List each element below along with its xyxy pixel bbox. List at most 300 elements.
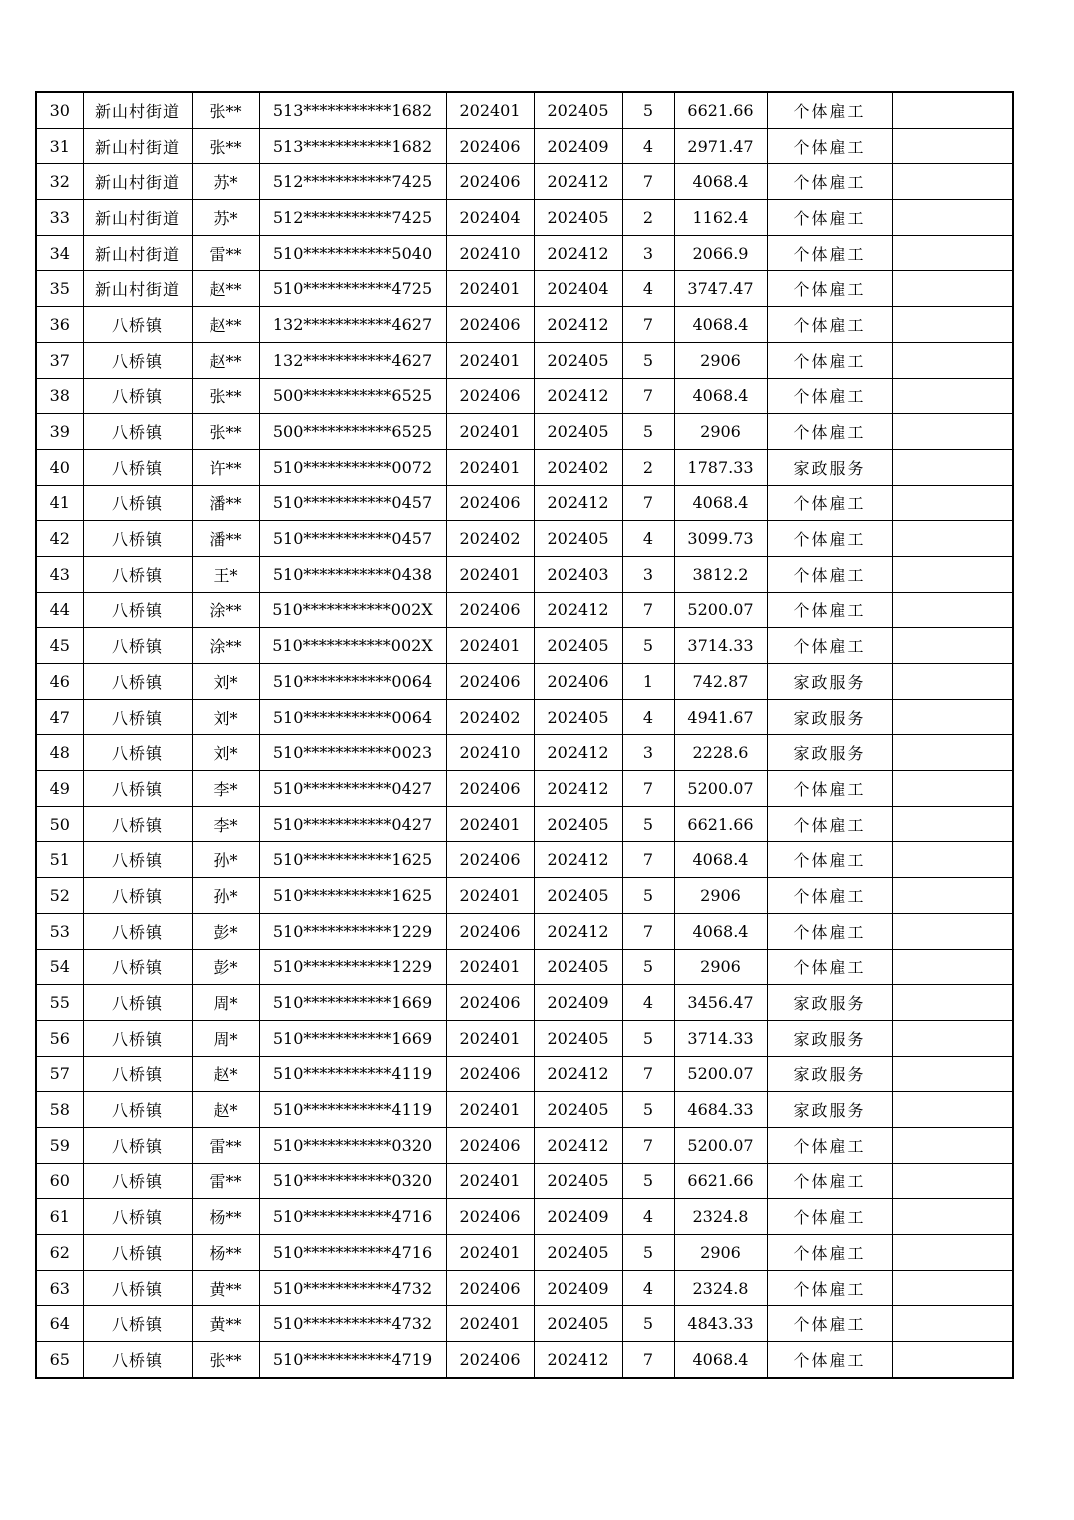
id-number-cell: 510***********0320 xyxy=(259,1163,446,1199)
id-number-cell: 510***********0427 xyxy=(259,806,446,842)
street-cell: 新山村街道 xyxy=(83,271,192,307)
table-row xyxy=(36,1306,1013,1342)
name-cell: 孙* xyxy=(192,878,259,914)
table-row xyxy=(36,1199,1013,1235)
start-month-cell: 202406 xyxy=(446,842,534,878)
job-type-cell: 个体雇工 xyxy=(767,1127,892,1163)
street-cell: 八桥镇 xyxy=(83,1092,192,1128)
name-cell: 苏* xyxy=(192,164,259,200)
remark-cell xyxy=(892,771,1013,807)
months-cell: 5 xyxy=(622,1092,674,1128)
row-number-cell: 58 xyxy=(36,1092,83,1128)
table-row xyxy=(36,414,1013,450)
remark-cell xyxy=(892,806,1013,842)
street-cell: 八桥镇 xyxy=(83,1199,192,1235)
end-month-cell: 202405 xyxy=(534,1163,622,1199)
name-cell: 张** xyxy=(192,128,259,164)
name-cell: 杨** xyxy=(192,1235,259,1271)
row-number-cell: 32 xyxy=(36,164,83,200)
amount-cell: 4068.4 xyxy=(674,842,767,878)
months-cell: 5 xyxy=(622,414,674,450)
amount-cell: 2066.9 xyxy=(674,235,767,271)
id-number-cell: 510***********4119 xyxy=(259,1092,446,1128)
end-month-cell: 202402 xyxy=(534,449,622,485)
end-month-cell: 202412 xyxy=(534,592,622,628)
end-month-cell: 202412 xyxy=(534,842,622,878)
end-month-cell: 202412 xyxy=(534,913,622,949)
remark-cell xyxy=(892,1342,1013,1378)
amount-cell: 4068.4 xyxy=(674,307,767,343)
start-month-cell: 202401 xyxy=(446,806,534,842)
months-cell: 7 xyxy=(622,592,674,628)
name-cell: 赵* xyxy=(192,1092,259,1128)
job-type-cell: 个体雇工 xyxy=(767,164,892,200)
months-cell: 5 xyxy=(622,1020,674,1056)
job-type-cell: 家政服务 xyxy=(767,449,892,485)
job-type-cell: 个体雇工 xyxy=(767,1306,892,1342)
table-row xyxy=(36,628,1013,664)
id-number-cell: 132***********4627 xyxy=(259,342,446,378)
job-type-cell: 个体雇工 xyxy=(767,128,892,164)
months-cell: 7 xyxy=(622,307,674,343)
months-cell: 4 xyxy=(622,128,674,164)
street-cell: 八桥镇 xyxy=(83,664,192,700)
subsidy-table xyxy=(35,91,1014,1379)
name-cell: 涂** xyxy=(192,592,259,628)
table-row xyxy=(36,1235,1013,1271)
id-number-cell: 510***********4716 xyxy=(259,1235,446,1271)
amount-cell: 4941.67 xyxy=(674,699,767,735)
remark-cell xyxy=(892,985,1013,1021)
start-month-cell: 202404 xyxy=(446,200,534,236)
months-cell: 2 xyxy=(622,200,674,236)
remark-cell xyxy=(892,378,1013,414)
name-cell: 张** xyxy=(192,414,259,450)
start-month-cell: 202406 xyxy=(446,913,534,949)
row-number-cell: 46 xyxy=(36,664,83,700)
amount-cell: 1162.4 xyxy=(674,200,767,236)
name-cell: 彭* xyxy=(192,949,259,985)
end-month-cell: 202409 xyxy=(534,1270,622,1306)
remark-cell xyxy=(892,164,1013,200)
job-type-cell: 个体雇工 xyxy=(767,1270,892,1306)
end-month-cell: 202409 xyxy=(534,1199,622,1235)
job-type-cell: 个体雇工 xyxy=(767,592,892,628)
name-cell: 张** xyxy=(192,92,259,128)
id-number-cell: 510***********4732 xyxy=(259,1306,446,1342)
street-cell: 八桥镇 xyxy=(83,414,192,450)
street-cell: 八桥镇 xyxy=(83,1020,192,1056)
start-month-cell: 202406 xyxy=(446,1127,534,1163)
job-type-cell: 家政服务 xyxy=(767,1092,892,1128)
start-month-cell: 202401 xyxy=(446,92,534,128)
name-cell: 李* xyxy=(192,771,259,807)
id-number-cell: 500***********6525 xyxy=(259,378,446,414)
end-month-cell: 202405 xyxy=(534,628,622,664)
table-row xyxy=(36,699,1013,735)
remark-cell xyxy=(892,949,1013,985)
start-month-cell: 202406 xyxy=(446,1199,534,1235)
id-number-cell: 510***********0320 xyxy=(259,1127,446,1163)
end-month-cell: 202405 xyxy=(534,200,622,236)
start-month-cell: 202410 xyxy=(446,735,534,771)
name-cell: 王* xyxy=(192,556,259,592)
end-month-cell: 202412 xyxy=(534,1056,622,1092)
amount-cell: 742.87 xyxy=(674,664,767,700)
row-number-cell: 53 xyxy=(36,913,83,949)
months-cell: 5 xyxy=(622,878,674,914)
months-cell: 7 xyxy=(622,1056,674,1092)
end-month-cell: 202405 xyxy=(534,414,622,450)
id-number-cell: 500***********6525 xyxy=(259,414,446,450)
row-number-cell: 63 xyxy=(36,1270,83,1306)
amount-cell: 6621.66 xyxy=(674,1163,767,1199)
remark-cell xyxy=(892,842,1013,878)
job-type-cell: 个体雇工 xyxy=(767,556,892,592)
months-cell: 5 xyxy=(622,949,674,985)
id-number-cell: 510***********1669 xyxy=(259,1020,446,1056)
table-row xyxy=(36,235,1013,271)
end-month-cell: 202405 xyxy=(534,1092,622,1128)
job-type-cell: 个体雇工 xyxy=(767,842,892,878)
amount-cell: 5200.07 xyxy=(674,592,767,628)
street-cell: 新山村街道 xyxy=(83,128,192,164)
months-cell: 4 xyxy=(622,1270,674,1306)
start-month-cell: 202402 xyxy=(446,699,534,735)
id-number-cell: 510***********1625 xyxy=(259,878,446,914)
job-type-cell: 个体雇工 xyxy=(767,806,892,842)
remark-cell xyxy=(892,307,1013,343)
row-number-cell: 36 xyxy=(36,307,83,343)
street-cell: 八桥镇 xyxy=(83,1056,192,1092)
end-month-cell: 202412 xyxy=(534,164,622,200)
months-cell: 7 xyxy=(622,378,674,414)
name-cell: 张** xyxy=(192,1342,259,1378)
row-number-cell: 45 xyxy=(36,628,83,664)
table-row xyxy=(36,449,1013,485)
end-month-cell: 202405 xyxy=(534,806,622,842)
start-month-cell: 202401 xyxy=(446,1306,534,1342)
months-cell: 3 xyxy=(622,556,674,592)
end-month-cell: 202404 xyxy=(534,271,622,307)
months-cell: 5 xyxy=(622,92,674,128)
end-month-cell: 202412 xyxy=(534,307,622,343)
end-month-cell: 202405 xyxy=(534,1235,622,1271)
amount-cell: 3714.33 xyxy=(674,628,767,664)
row-number-cell: 37 xyxy=(36,342,83,378)
row-number-cell: 56 xyxy=(36,1020,83,1056)
end-month-cell: 202412 xyxy=(534,378,622,414)
start-month-cell: 202401 xyxy=(446,878,534,914)
job-type-cell: 个体雇工 xyxy=(767,1235,892,1271)
months-cell: 5 xyxy=(622,1163,674,1199)
id-number-cell: 510***********0064 xyxy=(259,664,446,700)
table-row xyxy=(36,1020,1013,1056)
job-type-cell: 家政服务 xyxy=(767,1020,892,1056)
street-cell: 八桥镇 xyxy=(83,307,192,343)
table-row xyxy=(36,842,1013,878)
table-row xyxy=(36,771,1013,807)
remark-cell xyxy=(892,128,1013,164)
street-cell: 八桥镇 xyxy=(83,1163,192,1199)
end-month-cell: 202405 xyxy=(534,1306,622,1342)
row-number-cell: 47 xyxy=(36,699,83,735)
remark-cell xyxy=(892,664,1013,700)
remark-cell xyxy=(892,485,1013,521)
table-row xyxy=(36,378,1013,414)
table-row xyxy=(36,521,1013,557)
job-type-cell: 个体雇工 xyxy=(767,92,892,128)
end-month-cell: 202412 xyxy=(534,1127,622,1163)
name-cell: 刘* xyxy=(192,699,259,735)
end-month-cell: 202406 xyxy=(534,664,622,700)
end-month-cell: 202403 xyxy=(534,556,622,592)
start-month-cell: 202406 xyxy=(446,485,534,521)
table-row xyxy=(36,806,1013,842)
start-month-cell: 202406 xyxy=(446,592,534,628)
months-cell: 5 xyxy=(622,1235,674,1271)
street-cell: 新山村街道 xyxy=(83,235,192,271)
job-type-cell: 家政服务 xyxy=(767,735,892,771)
row-number-cell: 60 xyxy=(36,1163,83,1199)
job-type-cell: 个体雇工 xyxy=(767,307,892,343)
id-number-cell: 132***********4627 xyxy=(259,307,446,343)
start-month-cell: 202401 xyxy=(446,1163,534,1199)
months-cell: 4 xyxy=(622,271,674,307)
start-month-cell: 202401 xyxy=(446,414,534,450)
job-type-cell: 个体雇工 xyxy=(767,485,892,521)
months-cell: 4 xyxy=(622,1199,674,1235)
amount-cell: 4068.4 xyxy=(674,913,767,949)
end-month-cell: 202405 xyxy=(534,342,622,378)
table-row xyxy=(36,664,1013,700)
start-month-cell: 202401 xyxy=(446,628,534,664)
row-number-cell: 49 xyxy=(36,771,83,807)
id-number-cell: 512***********7425 xyxy=(259,200,446,236)
end-month-cell: 202412 xyxy=(534,771,622,807)
id-number-cell: 513***********1682 xyxy=(259,92,446,128)
months-cell: 7 xyxy=(622,842,674,878)
months-cell: 7 xyxy=(622,164,674,200)
start-month-cell: 202401 xyxy=(446,1235,534,1271)
amount-cell: 1787.33 xyxy=(674,449,767,485)
months-cell: 4 xyxy=(622,699,674,735)
name-cell: 潘** xyxy=(192,485,259,521)
end-month-cell: 202405 xyxy=(534,1020,622,1056)
end-month-cell: 202405 xyxy=(534,699,622,735)
table-row xyxy=(36,164,1013,200)
job-type-cell: 个体雇工 xyxy=(767,521,892,557)
amount-cell: 4684.33 xyxy=(674,1092,767,1128)
row-number-cell: 61 xyxy=(36,1199,83,1235)
table-row xyxy=(36,1342,1013,1378)
amount-cell: 4068.4 xyxy=(674,1342,767,1378)
street-cell: 八桥镇 xyxy=(83,449,192,485)
start-month-cell: 202406 xyxy=(446,1056,534,1092)
name-cell: 赵* xyxy=(192,1056,259,1092)
amount-cell: 3812.2 xyxy=(674,556,767,592)
id-number-cell: 510***********1669 xyxy=(259,985,446,1021)
id-number-cell: 510***********1229 xyxy=(259,913,446,949)
street-cell: 八桥镇 xyxy=(83,878,192,914)
amount-cell: 4068.4 xyxy=(674,164,767,200)
street-cell: 八桥镇 xyxy=(83,1127,192,1163)
months-cell: 4 xyxy=(622,985,674,1021)
job-type-cell: 个体雇工 xyxy=(767,628,892,664)
street-cell: 八桥镇 xyxy=(83,985,192,1021)
start-month-cell: 202406 xyxy=(446,1342,534,1378)
table-row xyxy=(36,485,1013,521)
amount-cell: 2906 xyxy=(674,949,767,985)
table-row xyxy=(36,1092,1013,1128)
id-number-cell: 510***********002X xyxy=(259,592,446,628)
start-month-cell: 202406 xyxy=(446,985,534,1021)
street-cell: 八桥镇 xyxy=(83,592,192,628)
remark-cell xyxy=(892,1199,1013,1235)
job-type-cell: 个体雇工 xyxy=(767,200,892,236)
end-month-cell: 202412 xyxy=(534,1342,622,1378)
remark-cell xyxy=(892,414,1013,450)
id-number-cell: 510***********4725 xyxy=(259,271,446,307)
remark-cell xyxy=(892,628,1013,664)
street-cell: 八桥镇 xyxy=(83,1342,192,1378)
name-cell: 彭* xyxy=(192,913,259,949)
amount-cell: 4068.4 xyxy=(674,485,767,521)
street-cell: 八桥镇 xyxy=(83,342,192,378)
row-number-cell: 55 xyxy=(36,985,83,1021)
row-number-cell: 51 xyxy=(36,842,83,878)
name-cell: 雷** xyxy=(192,1163,259,1199)
job-type-cell: 个体雇工 xyxy=(767,271,892,307)
name-cell: 刘* xyxy=(192,735,259,771)
name-cell: 涂** xyxy=(192,628,259,664)
end-month-cell: 202405 xyxy=(534,92,622,128)
remark-cell xyxy=(892,342,1013,378)
row-number-cell: 52 xyxy=(36,878,83,914)
id-number-cell: 510***********0438 xyxy=(259,556,446,592)
end-month-cell: 202405 xyxy=(534,521,622,557)
name-cell: 周* xyxy=(192,985,259,1021)
remark-cell xyxy=(892,271,1013,307)
row-number-cell: 48 xyxy=(36,735,83,771)
table-row xyxy=(36,1270,1013,1306)
amount-cell: 5200.07 xyxy=(674,1056,767,1092)
table-row xyxy=(36,556,1013,592)
amount-cell: 5200.07 xyxy=(674,1127,767,1163)
name-cell: 潘** xyxy=(192,521,259,557)
id-number-cell: 512***********7425 xyxy=(259,164,446,200)
remark-cell xyxy=(892,913,1013,949)
remark-cell xyxy=(892,1127,1013,1163)
amount-cell: 5200.07 xyxy=(674,771,767,807)
name-cell: 雷** xyxy=(192,235,259,271)
job-type-cell: 个体雇工 xyxy=(767,949,892,985)
id-number-cell: 510***********0064 xyxy=(259,699,446,735)
months-cell: 1 xyxy=(622,664,674,700)
row-number-cell: 44 xyxy=(36,592,83,628)
row-number-cell: 39 xyxy=(36,414,83,450)
job-type-cell: 家政服务 xyxy=(767,1056,892,1092)
street-cell: 八桥镇 xyxy=(83,806,192,842)
end-month-cell: 202412 xyxy=(534,485,622,521)
amount-cell: 2906 xyxy=(674,342,767,378)
street-cell: 新山村街道 xyxy=(83,200,192,236)
start-month-cell: 202401 xyxy=(446,949,534,985)
id-number-cell: 510***********5040 xyxy=(259,235,446,271)
id-number-cell: 510***********0457 xyxy=(259,521,446,557)
row-number-cell: 35 xyxy=(36,271,83,307)
job-type-cell: 个体雇工 xyxy=(767,913,892,949)
id-number-cell: 510***********4732 xyxy=(259,1270,446,1306)
months-cell: 7 xyxy=(622,1342,674,1378)
id-number-cell: 510***********0427 xyxy=(259,771,446,807)
job-type-cell: 个体雇工 xyxy=(767,378,892,414)
name-cell: 黄** xyxy=(192,1306,259,1342)
name-cell: 许** xyxy=(192,449,259,485)
name-cell: 周* xyxy=(192,1020,259,1056)
name-cell: 黄** xyxy=(192,1270,259,1306)
amount-cell: 2906 xyxy=(674,1235,767,1271)
table-row xyxy=(36,878,1013,914)
row-number-cell: 65 xyxy=(36,1342,83,1378)
job-type-cell: 家政服务 xyxy=(767,664,892,700)
row-number-cell: 31 xyxy=(36,128,83,164)
street-cell: 八桥镇 xyxy=(83,556,192,592)
remark-cell xyxy=(892,521,1013,557)
table-row xyxy=(36,985,1013,1021)
street-cell: 八桥镇 xyxy=(83,949,192,985)
table-row xyxy=(36,307,1013,343)
row-number-cell: 42 xyxy=(36,521,83,557)
months-cell: 2 xyxy=(622,449,674,485)
id-number-cell: 510***********4716 xyxy=(259,1199,446,1235)
start-month-cell: 202402 xyxy=(446,521,534,557)
id-number-cell: 510***********0457 xyxy=(259,485,446,521)
remark-cell xyxy=(892,878,1013,914)
row-number-cell: 64 xyxy=(36,1306,83,1342)
start-month-cell: 202406 xyxy=(446,378,534,414)
table-row xyxy=(36,1127,1013,1163)
start-month-cell: 202401 xyxy=(446,271,534,307)
name-cell: 刘* xyxy=(192,664,259,700)
remark-cell xyxy=(892,1270,1013,1306)
start-month-cell: 202401 xyxy=(446,1020,534,1056)
name-cell: 孙* xyxy=(192,842,259,878)
table-row xyxy=(36,128,1013,164)
job-type-cell: 个体雇工 xyxy=(767,1342,892,1378)
street-cell: 八桥镇 xyxy=(83,842,192,878)
start-month-cell: 202406 xyxy=(446,664,534,700)
start-month-cell: 202406 xyxy=(446,307,534,343)
table-row xyxy=(36,1163,1013,1199)
job-type-cell: 个体雇工 xyxy=(767,235,892,271)
remark-cell xyxy=(892,235,1013,271)
row-number-cell: 33 xyxy=(36,200,83,236)
id-number-cell: 510***********0072 xyxy=(259,449,446,485)
start-month-cell: 202406 xyxy=(446,771,534,807)
start-month-cell: 202401 xyxy=(446,1092,534,1128)
name-cell: 李* xyxy=(192,806,259,842)
table-row xyxy=(36,735,1013,771)
row-number-cell: 38 xyxy=(36,378,83,414)
end-month-cell: 202409 xyxy=(534,985,622,1021)
row-number-cell: 41 xyxy=(36,485,83,521)
end-month-cell: 202412 xyxy=(534,235,622,271)
table-row xyxy=(36,913,1013,949)
remark-cell xyxy=(892,1020,1013,1056)
start-month-cell: 202410 xyxy=(446,235,534,271)
street-cell: 八桥镇 xyxy=(83,485,192,521)
